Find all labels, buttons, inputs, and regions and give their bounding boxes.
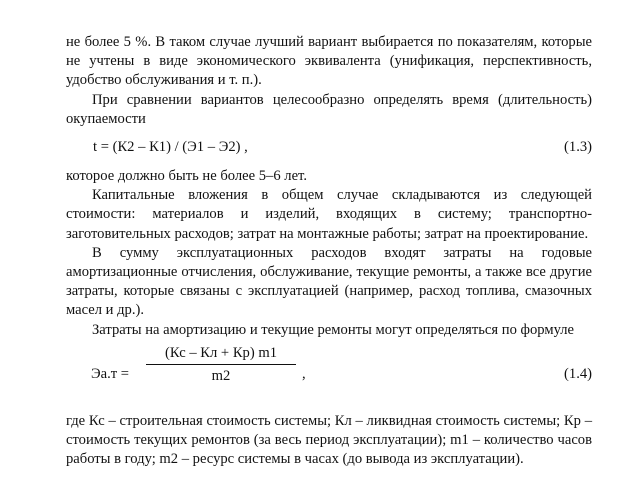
formula-amortization-denominator: m2 bbox=[211, 368, 231, 385]
paragraph-payback-limit: которое должно быть не более 5–6 лет. bbox=[66, 168, 307, 185]
formula-payback bbox=[66, 129, 592, 167]
paragraph-variable-definitions: где Кс – строительная стоимость системы; Кл – ликвидная стоимость системы; Кр – стоимость текущих ремонтов (за весь период эксплуатации); m1 – количество часов работы в году; m2 – ресурс системы в часах (до вывода из эксплуатации). bbox=[66, 412, 592, 468]
paragraph-efficiency: не более 5 %. В таком случае лучший вариант выбирается по показателям, которые не учтены в виде экономического эквивалента (унификация, перспективность, удобство обслуживания и т. п.). bbox=[66, 34, 592, 89]
formula-amortization-numerator: (Кс – Кл + Кр) m1 bbox=[164, 344, 278, 361]
formula-payback-number: (1.3) bbox=[564, 139, 592, 156]
formula-amortization-comma: , bbox=[302, 365, 306, 382]
formula-amortization-lhs: Эа.т = bbox=[91, 365, 130, 382]
formula-amortization-fraction bbox=[146, 344, 296, 386]
paragraph-amortization-intro: Затраты на амортизацию и текущие ремонты могут определяться по формуле bbox=[92, 321, 574, 338]
paragraph-payback-intro: При сравнении вариантов целесообразно определять время (длительность) окупаемости bbox=[66, 91, 592, 127]
formula-payback-expression: t = (К2 – К1) / (Э1 – Э2) , bbox=[93, 139, 248, 156]
document-page bbox=[66, 33, 592, 469]
paragraph-operating-costs: В сумму эксплуатационных расходов входят затраты на годовые амортизационные отчисления, обслуживание, текущие ремонты, а также все другие затраты, которые связаны с эксплуатацией (например, расход топлива, смазочных масел и др.). bbox=[66, 244, 592, 319]
formula-amortization bbox=[66, 340, 592, 412]
paragraph-capital-investment: Капитальные вложения в общем случае складываются из следующей стоимости: материалов и изделий, входящих в систему; транспортно-заготовительных расходов; затрат на монтажные работы; затрат на проектирование. bbox=[66, 187, 592, 242]
fraction-bar bbox=[146, 364, 296, 365]
formula-amortization-number: (1.4) bbox=[564, 365, 592, 382]
